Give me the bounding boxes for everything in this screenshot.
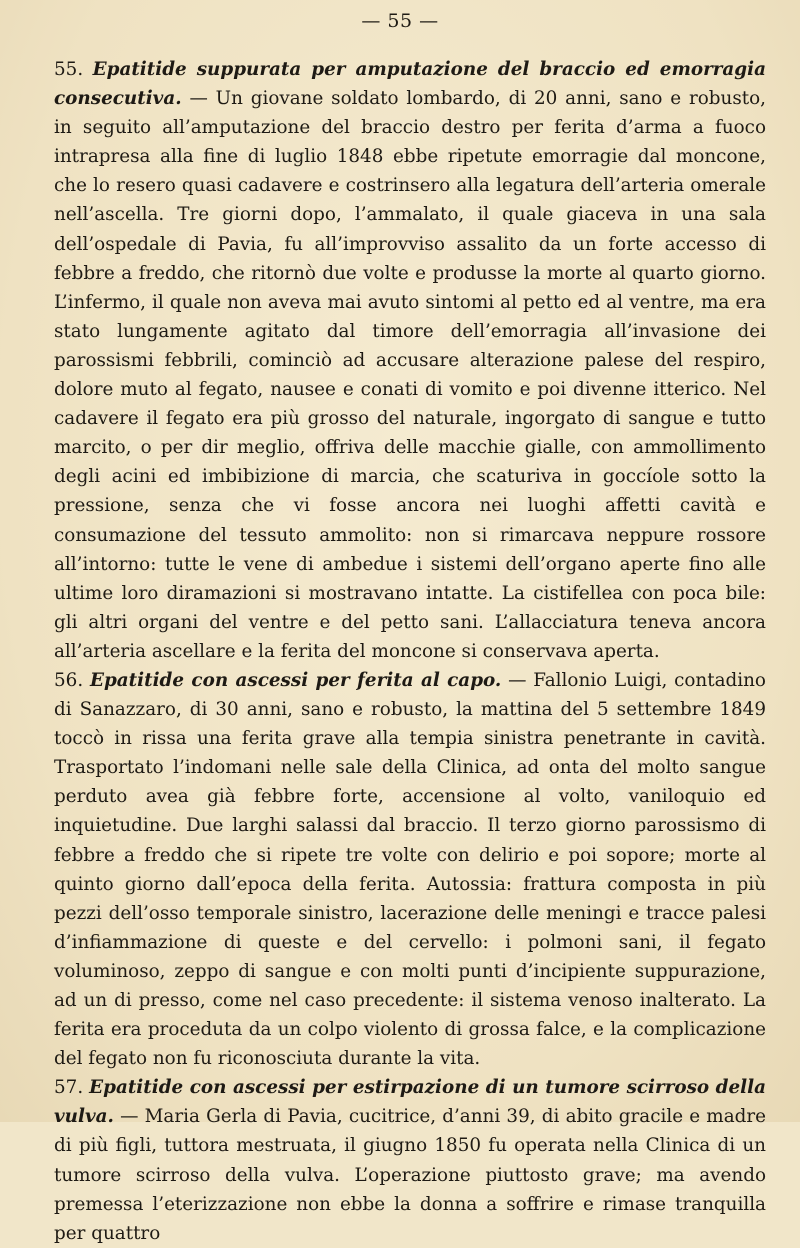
section-number: 55.	[54, 59, 84, 80]
section-55	[54, 55, 766, 666]
section-title: Epatitide suppurata per amputazione del braccio ed emorragia consecutiva.	[54, 59, 766, 110]
section-57	[54, 1073, 766, 1248]
section-number: 56.	[54, 669, 84, 691]
section-text: — Fallonio Luigi, contadino di Sanazzaro, di 30 anni, sano e robusto, la mattina del 5 settembre 1849 toccò in rissa una ferita grave alla tempia sinistra penetrante in cavità. Trasportato l’indomani nelle sale della Clinica, ad onta del molto sangue perduto avea già febbre forte, accensione al volto, vaniloquio ed inquietudine. Due larghi salassi dal braccio. Il terzo giorno parossismo di febbre a freddo che si ripete tre volte con delirio e poi sopore; morte al quinto giorno dall’epoca della ferita. Autossia: frattura composta in più pezzi dell’osso temporale sinistro, lacerazione delle meningi e tracce palesi d’infiammazione di queste e del cervello: i polmoni sani, il fegato voluminoso, zeppo di sangue e con molti punti d’incipiente suppurazione, ad un di presso, come nel caso precedente: il sistema venoso inalterato. La ferita era proceduta da un colpo violento di grossa falce, e la complicazione del fegato non fu riconosciuta durante la vita.	[54, 669, 766, 1070]
section-title: Epatitide con ascessi per estirpazione di un tumore scirroso della vulva.	[54, 1077, 766, 1128]
page-number-header: — 55 —	[361, 10, 439, 32]
text-body	[54, 55, 766, 1248]
section-number: 57.	[54, 1077, 84, 1099]
section-56	[54, 666, 766, 1073]
section-text: — Un giovane soldato lombardo, di 20 anni, sano e robusto, in seguito all’amputazione del braccio destro per ferita d’arma a fuoco intrapresa alla fine di luglio 1848 ebbe ripetute emorragie dal moncone, che lo resero quasi cadavere e costrinsero alla legatura dell’arteria omerale nell’ascella. Tre giorni dopo, l’ammalato, il quale giaceva in una sala dell’ospedale di Pavia, fu all’improvviso assalito da un forte accesso di febbre a freddo, che ritornò due volte e produsse la morte al quarto giorno. L’infermo, il quale non aveva mai avuto sintomi al petto ed al ventre, ma era stato lungamente agitato dal timore dell’emorragia all’invasione dei parossismi febbrili, cominciò ad accusare alterazione palese del respiro, dolore muto al fegato, nausee e conati di vomito e poi divenne itterico. Nel cadavere il fegato era più grosso del naturale, ingorgato di sangue e tutto marcito, o per dir meglio, offriva delle macchie gialle, con ammollimento degli acini ed imbibizione di marcia, che scaturiva in goccíole sotto la pressione, senza che vi fosse ancora nei luoghi affetti cavità e consumazione del tessuto ammolito: non si rimarcava neppure rossore all’intorno: tutte le vene di ambedue i sistemi dell’organo aperte fino alle ultime loro diramazioni si mostravano intatte. La cistifellea con poca bile: gli altri organi del ventre e del petto sani. L’allacciatura teneva ancora all’arteria ascellare e la ferita del moncone si conservava aperta.	[54, 88, 766, 662]
section-text: — Maria Gerla di Pavia, cucitrice, d’anni 39, di abito gracile e madre di più figli, tuttora mestruata, il giugno 1850 fu operata nella Clinica di un tumore scirroso della vulva. L’operazione piuttosto grave; ma avendo premessa l’eterizzazione non ebbe la donna a soffrire e rimase tranquilla per quattro	[54, 1106, 766, 1244]
section-title: Epatitide con ascessi per ferita al capo.	[89, 669, 502, 691]
